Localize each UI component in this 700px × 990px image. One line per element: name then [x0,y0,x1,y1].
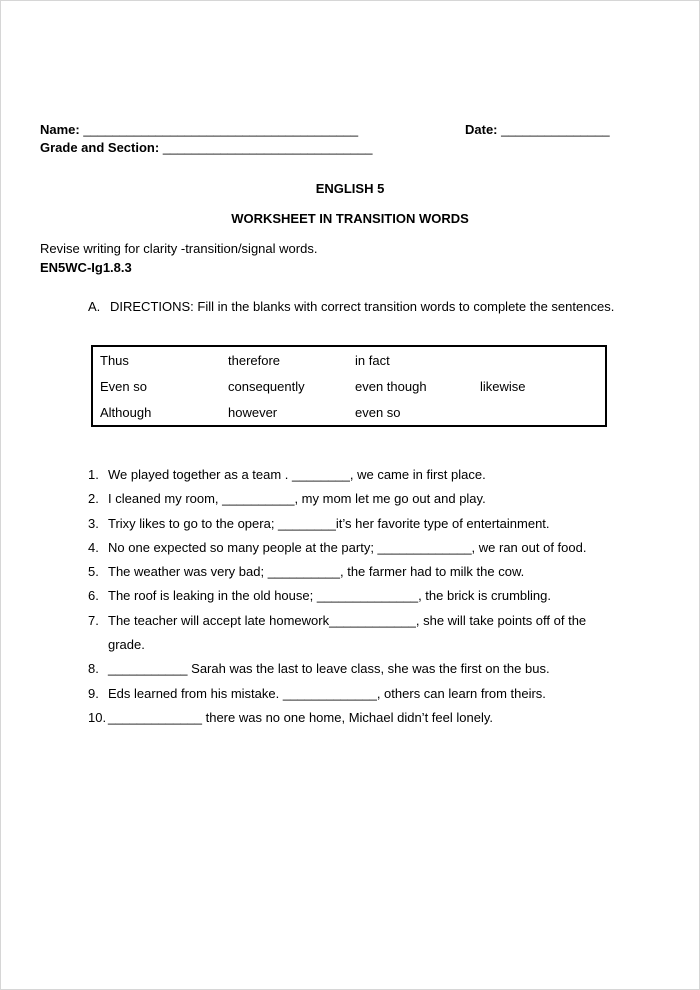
date-blank-line: _______________ [501,122,610,137]
directions [88,299,614,315]
sentence-item [88,706,628,730]
sentence-number: 4. [88,539,99,555]
word-bank-item: even so [355,404,401,420]
sentence-item [88,682,628,706]
curriculum-code: EN5WC-Ig1.8.3 [40,260,132,275]
name-label: Name: [40,122,80,137]
sentence-text: The weather was very bad; __________, the farmer had to milk the cow. [108,564,525,580]
sentence-number: 9. [88,685,99,701]
sentence-item [88,536,628,560]
sentence-item [88,560,628,584]
directions-letter: A. [88,299,101,314]
sentence-text: ___________ Sarah was the last to leave class, she was the first on the bus. [108,661,550,677]
sentence-number: 8. [88,661,99,677]
directions-text: DIRECTIONS: Fill in the blanks with correct transition words to complete the sentences. [110,299,615,314]
date-row [465,122,610,138]
word-bank-item: Thus [100,352,129,368]
grade-section-blank-line: _____________________________ [162,140,373,155]
word-bank-item: consequently [228,378,305,394]
word-bank-item: even though [355,378,427,394]
sentence-text: The teacher will accept late homework____________, she will take points off of the grade. [108,612,587,653]
sentence-item [88,609,628,658]
name-blank-line: ______________________________________ [83,122,359,137]
word-bank-item: Even so [100,378,147,394]
word-bank-item: likewise [480,378,526,394]
sentence-number: 1. [88,467,99,482]
sentence-number: 3. [88,515,99,531]
sentence-number: 6. [88,588,99,604]
sentence-item [88,584,628,608]
sentence-text: We played together as a team . ________, we came in first place. [108,467,486,482]
sentence-list [88,463,628,730]
sentence-number: 7. [88,612,99,628]
sentence-number: 10. [88,709,107,725]
grade-section-row [40,140,373,156]
sentence-item [88,512,628,536]
sentence-number: 2. [88,491,99,507]
grade-section-label: Grade and Section: [40,140,160,155]
word-bank-item: in fact [355,352,390,368]
sentence-text: Trixy likes to go to the opera; ________it’s her favorite type of entertainment. [108,515,550,531]
date-label: Date: [465,122,498,137]
sentence-text: I cleaned my room, __________, my mom let me go out and play. [108,491,486,507]
sentence-item [88,657,628,681]
sentence-text: _____________ there was no one home, Michael didn’t feel lonely. [108,709,493,725]
word-bank [91,345,607,427]
worksheet-title: WORKSHEET IN TRANSITION WORDS [231,211,469,226]
sentence-text: No one expected so many people at the party; _____________, we ran out of food. [108,539,587,555]
course-title: ENGLISH 5 [315,181,385,196]
objective-text: Revise writing for clarity -transition/signal words. [40,241,318,256]
sentence-text: Eds learned from his mistake. _____________, others can learn from theirs. [108,685,546,701]
sentence-number: 5. [88,564,99,580]
word-bank-item: Although [100,404,152,420]
name-row [40,122,358,138]
word-bank-item: therefore [228,352,281,368]
word-bank-item: however [228,404,278,420]
sentence-item [88,487,628,511]
sentence-text: The roof is leaking in the old house; ______________, the brick is crumbling. [108,588,552,604]
sentence-item [88,463,628,487]
